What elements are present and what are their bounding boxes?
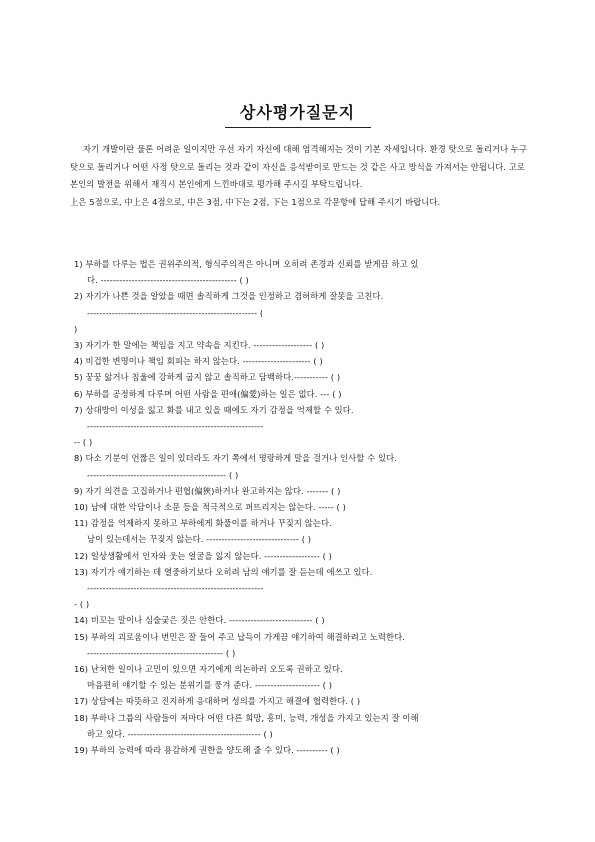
question-item <box>74 612 530 628</box>
question-list <box>74 256 530 758</box>
question-text: 3) 자기가 한 말에는 책임을 지고 약속을 지킨다. ------------------- ( ) <box>74 340 325 351</box>
intro-paragraph: 자기 개발이란 물론 어려운 일이지만 우선 자기 자신에 대해 엄격해지는 것이 기본 자세입니다. 환경 탓으로 돌리거나 누구 탓으로 돌리거나 어떤 사정 탓으로 돌리는 것과 같이 자신을 응석받이로 만드는 것 같은 사고 방식을 가져서는 안됩니다. 고로 본인의 발전을 위해서 재직시 본인에게 느낀바대로 평가해 주시길 부탁드립니다. <box>70 144 528 190</box>
question-continuation: 다. -------------------------------------------- ( ) <box>87 275 249 286</box>
question-continuation: --------------------------------------------------------- <box>87 421 264 432</box>
question-continuation: ------------------------------------------------------- ( <box>87 307 264 318</box>
question-text: 18) 부하나 그룹의 사람들이 저마다 어떤 다른 희망, 흥미, 능력, 개성을 가지고 있는지 잘 이해 <box>74 712 419 723</box>
question-item <box>74 386 530 402</box>
question-text: 9) 자기 의견을 고집하거나 편협(偏狹)하거나 완고하지는 않다. ------- ( ) <box>74 485 341 496</box>
title-underline <box>225 127 371 128</box>
question-text: 11) 감정을 억제하지 못하고 부하에게 화풀이를 하거나 꾸짖지 않는다. <box>74 518 332 529</box>
question-item <box>74 710 530 742</box>
question-continuation: 남이 있는데서는 꾸짖지 않는다. ------------------------------ ( ) <box>87 534 312 545</box>
question-item <box>74 483 530 499</box>
page-title: 상사평가질문지 <box>239 103 356 122</box>
question-continuation: 마음편히 얘기할 수 있는 분위기를 풍겨 준다. --------------------- ( ) <box>87 680 333 691</box>
question-text: 17) 상담에는 따뜻하고 진지하게 응대하며 성의를 가지고 해결에 협력한다. ( ) <box>74 696 361 707</box>
question-text: 14) 비꼬는 말이나 심술궂은 짓은 안한다. --------------------------- ( ) <box>74 615 325 626</box>
question-continuation: -- ( ) <box>74 437 93 448</box>
question-item <box>74 564 530 613</box>
question-continuation: ) <box>74 323 78 334</box>
question-item <box>74 548 530 564</box>
question-continuation: --------------------------------------------------------- <box>87 583 264 594</box>
question-text: 15) 부하의 괴로움이나 번민은 잘 들어 주고 납득이 가게끔 얘기하여 해결하려고 노력한다. <box>74 631 405 642</box>
question-item <box>74 256 530 288</box>
question-text: 12) 일상생활에서 인자와 웃는 얼굴을 잃지 않는다. ------------------ ( ) <box>74 550 333 561</box>
question-item <box>74 661 530 693</box>
question-item <box>74 288 530 337</box>
question-continuation: 하고 있다. ------------------------------------------- ( ) <box>87 728 273 739</box>
question-item <box>74 515 530 547</box>
question-item <box>74 353 530 369</box>
question-item <box>74 629 530 661</box>
question-text: 8) 다소 기분이 언짢은 일이 있더라도 자기 쪽에서 명랑하게 말을 걸거나 인사할 수 있다. <box>74 453 397 464</box>
question-text: 5) 꿍꿍 앓거나 침울에 강하게 굽지 않고 솔직하고 담백하다.----------- ( ) <box>74 372 341 383</box>
question-continuation: --------------------------------------------- ( ) <box>87 469 239 480</box>
question-continuation: -------------------------------------------- ( ) <box>87 647 236 658</box>
question-item <box>74 337 530 353</box>
question-text: 19) 부하의 능력에 따라 용감하게 권한을 양도해 줄 수 있다. ---------- ( ) <box>74 745 340 756</box>
question-text: 1) 부하를 다루는 법은 권위주의적, 형식주의적은 아니며 오히려 존경과 신뢰를 받게끔 하고 있 <box>74 259 419 269</box>
question-text: 6) 부하를 공정하게 다루며 어떤 사람을 편애(偏愛)하는 일은 없다. --- ( ) <box>74 388 342 399</box>
question-item <box>74 450 530 482</box>
question-text: 16) 난처한 일이나 고민이 있으면 자기에게 의논하러 오도록 권하고 있다. <box>74 664 343 675</box>
question-text: 4) 비겁한 변명이나 책임 회피는 하지 않는다. ---------------------- ( ) <box>74 356 323 367</box>
question-text: 10) 남에 대한 악담이나 소문 등을 적극적으로 퍼뜨리지는 않는다. ----- ( ) <box>74 502 346 513</box>
question-item <box>74 402 530 451</box>
scoring-instructions: 上은 5점으로, 中上은 4점으로, 中은 3점, 中下는 2점, 下는 1점으로 각문항에 답해 주시기 바랍니다. <box>70 196 441 207</box>
question-item <box>74 742 530 758</box>
question-item <box>74 693 530 709</box>
question-item <box>74 369 530 385</box>
question-item <box>74 499 530 515</box>
question-text: 2) 자기가 나쁜 것을 알았을 때면 솔직하게 그것을 인정하고 겸허하게 잘못을 고친다. <box>74 291 384 302</box>
question-text: 7) 상대방이 이성을 잃고 화를 내고 있을 때에도 자기 감정을 억제할 수 있다. <box>74 404 354 415</box>
intro-text <box>70 141 528 211</box>
question-continuation: - ( ) <box>74 599 90 610</box>
question-text: 13) 자기가 얘기하는 데 열중하기보다 오히려 남의 얘기를 잘 듣는데 애쓰고 있다. <box>74 566 373 577</box>
